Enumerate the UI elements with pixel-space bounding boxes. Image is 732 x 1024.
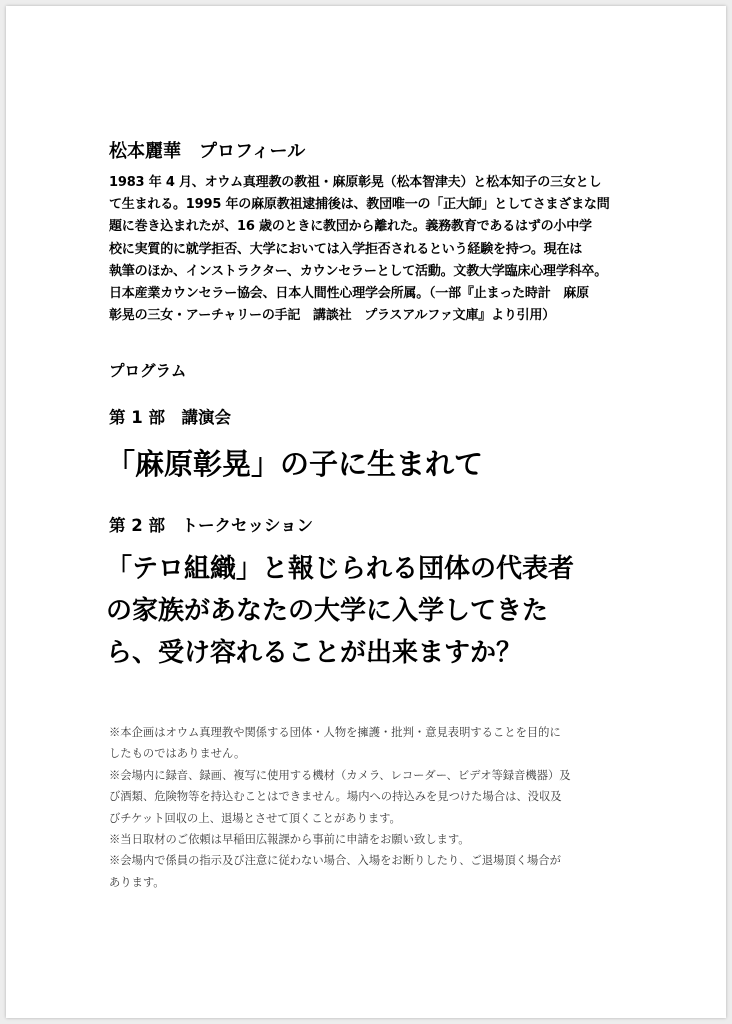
- profile-bio: [109, 172, 649, 327]
- part2-title-line: の家族があなたの大学に入学してきた: [106, 596, 549, 626]
- part2-title-line: 「テロ組織」と報じられる団体の代表者: [106, 554, 575, 584]
- note-line: ※会場内で係員の指示及び注意に従わない場合、入場をお断りしたり、ご退場頂く場合が: [109, 854, 561, 868]
- note-line: したものではありません。: [109, 747, 246, 761]
- bio-line: 題に巻き込まれたが、16 歳のときに教団から離れた。義務教育であるはずの小中学: [109, 219, 592, 235]
- part2-title: [106, 548, 574, 674]
- bio-line: 彰晃の三女・アーチャリーの手記 講談社 プラスアルファ文庫』より引用）: [109, 308, 556, 324]
- program-heading: プログラム: [109, 362, 187, 380]
- note-line: ※本企画はオウム真理教や関係する団体・人物を擁護・批判・意見表明することを目的に: [109, 726, 561, 739]
- document-page: [6, 6, 726, 1018]
- part2-title-line: ら、受け容れることが出来ますか？: [106, 638, 523, 668]
- part1-title: 「麻原彰晃」の子に生まれて: [106, 447, 484, 481]
- note-line: ※会場内に録音、録画、複写に使用する機材（カメラ、レコーダー、ビデオ等録音機器）及: [109, 768, 571, 782]
- bio-line: 執筆のほか、インストラクター、カウンセラーとして活動。文教大学臨床心理学科卒。: [109, 263, 608, 279]
- note-line: あります。: [109, 875, 165, 889]
- bio-line: て生まれる。1995 年の麻原教祖逮捕後は、教団唯一の「正大師」としてさまざまな問: [109, 197, 610, 213]
- bio-line: 日本産業カウンセラー協会、日本人間性心理学会所属。（一部『止まった時計 麻原: [109, 286, 589, 302]
- bio-line: 校に実質的に就学拒否、大学においては入学拒否されるという経験を持つ。現在は: [109, 241, 583, 257]
- note-line: ※当日取材のご依頼は早稲田広報課から事前に申請をお願い致します。: [109, 833, 470, 847]
- note-line: び酒類、危険物等を持込むことはできません。場内への持込みを見つけた場合は、没収及: [109, 790, 562, 804]
- notes: [109, 722, 571, 893]
- part1-label: 第 1 部 講演会: [109, 408, 231, 427]
- note-line: びチケット回収の上、退場とさせて頂くことがあります。: [109, 811, 401, 825]
- part2-label: 第 2 部 トークセッション: [109, 516, 314, 535]
- bio-line: 1983 年 4 月、オウム真理教の教祖・麻原彰晃（松本智津夫）と松本知子の三女とし: [109, 175, 602, 190]
- profile-heading: 松本麗華 プロフィール: [109, 141, 306, 162]
